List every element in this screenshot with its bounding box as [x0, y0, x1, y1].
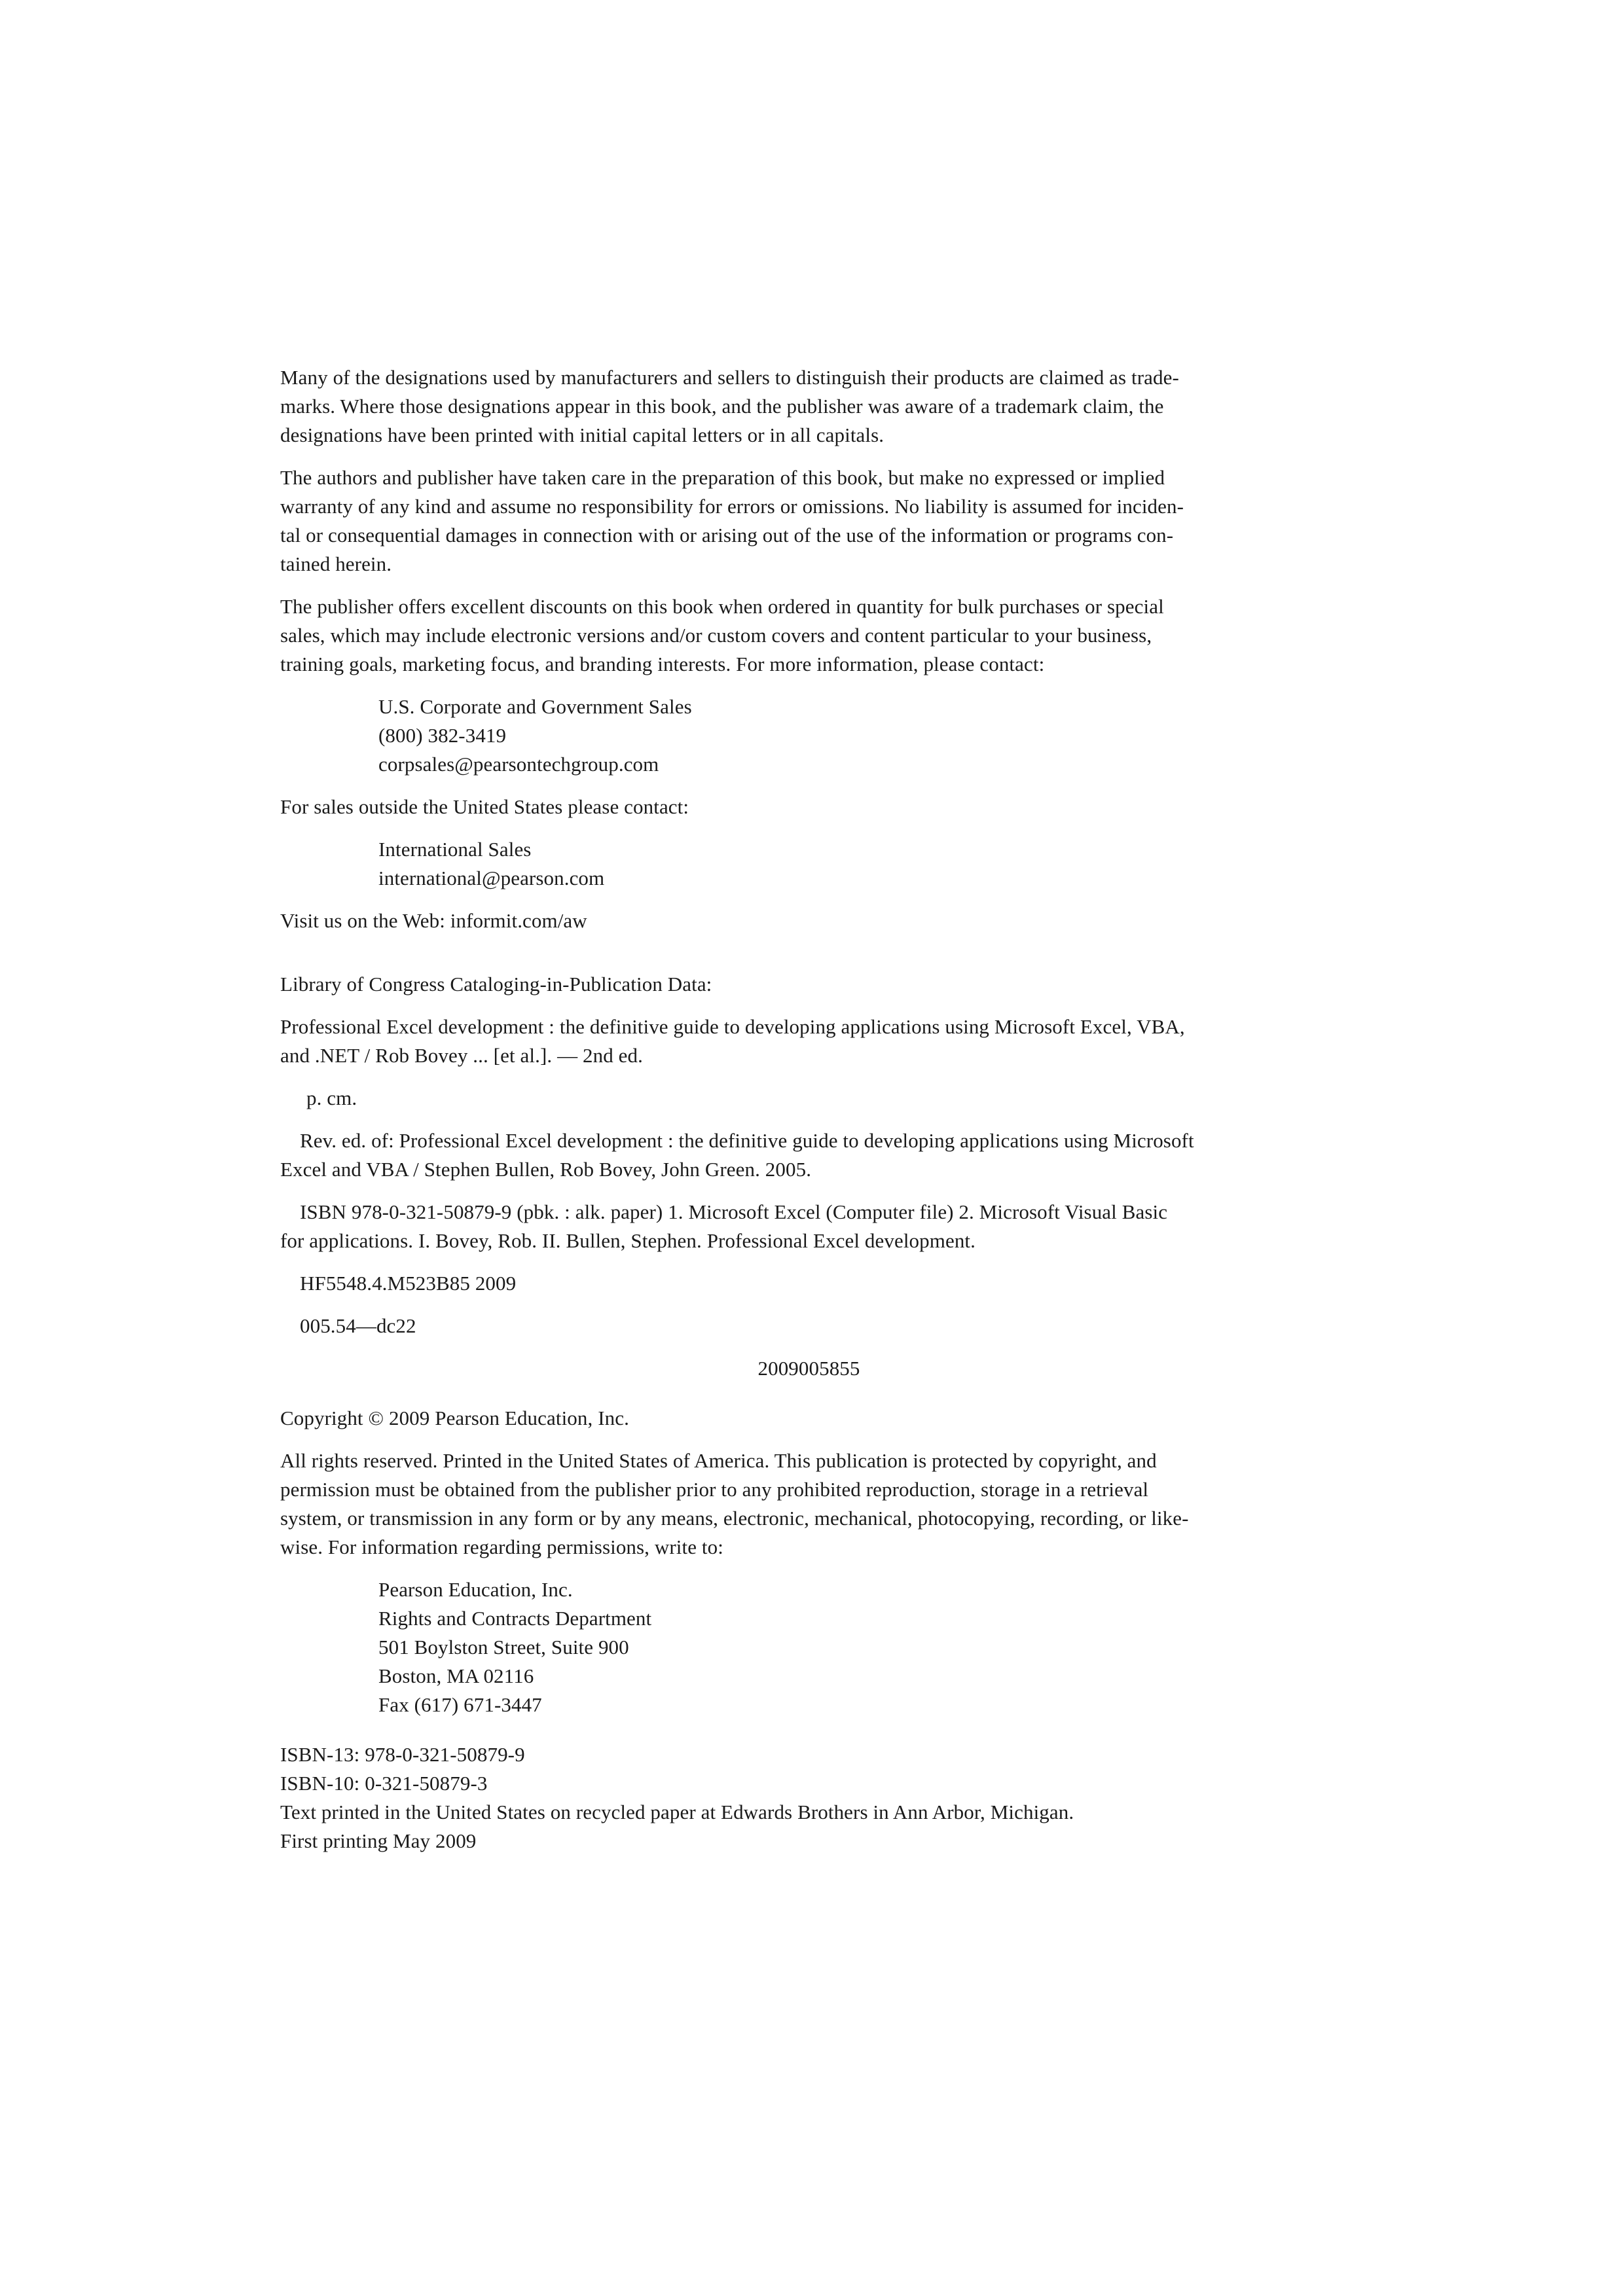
- cip-lccn: 2009005855: [757, 1357, 860, 1380]
- discount-notice-line: training goals, marketing focus, and branding interests. For more information, please contact:: [280, 653, 1045, 675]
- cip-isbn-line: ISBN 978-0-321-50879-9 (pbk. : alk. paper) 1. Microsoft Excel (Computer file) 2. Microsoft Visual Basic: [300, 1200, 1168, 1223]
- address-line: 501 Boylston Street, Suite 900: [378, 1636, 629, 1659]
- copyright-line: Copyright © 2009 Pearson Education, Inc.: [280, 1407, 629, 1429]
- intl-sales-name: International Sales: [378, 838, 532, 861]
- us-sales-phone: (800) 382-3419: [378, 724, 507, 747]
- warranty-notice-line: warranty of any kind and assume no responsibility for errors or omissions. No liability is assumed for inciden-: [280, 495, 1184, 518]
- discount-notice-line: The publisher offers excellent discounts on this book when ordered in quantity for bulk purchases or special: [280, 595, 1164, 618]
- isbn-13: ISBN-13: 978-0-321-50879-9: [280, 1743, 525, 1766]
- warranty-notice: [280, 463, 1338, 579]
- us-sales-email[interactable]: corpsales@pearsontechgroup.com: [378, 753, 659, 776]
- warranty-notice-line: tal or consequential damages in connection with or arising out of the use of the information or programs con-: [280, 524, 1174, 547]
- discount-notice-line: sales, which may include electronic versions and/or custom covers and content particular to your business,: [280, 624, 1152, 647]
- cip-rev-line: Rev. ed. of: Professional Excel development : the definitive guide to developing applications using Microsoft: [300, 1129, 1194, 1152]
- isbn-block: [280, 1740, 1338, 1856]
- trademark-notice-line: designations have been printed with initial capital letters or in all capitals.: [280, 423, 884, 446]
- web-visit-line[interactable]: Visit us on the Web: informit.com/aw: [280, 909, 587, 932]
- discount-notice: [280, 592, 1338, 679]
- cip-title-line: and .NET / Rob Bovey ... [et al.]. — 2nd ed.: [280, 1044, 643, 1067]
- cip-rev-ed: [280, 1126, 1338, 1184]
- us-sales-name: U.S. Corporate and Government Sales: [378, 695, 692, 718]
- rights-notice-line: wise. For information regarding permissions, write to:: [280, 1535, 723, 1558]
- rights-notice-line: All rights reserved. Printed in the United States of America. This publication is protected by copyright, and: [280, 1449, 1157, 1472]
- isbn-10: ISBN-10: 0-321-50879-3: [280, 1772, 488, 1795]
- section-spacer: [280, 949, 1338, 970]
- trademark-notice: [280, 363, 1338, 450]
- intl-sales-contact: [378, 835, 1338, 893]
- cip-title: [280, 1013, 1338, 1070]
- intl-sales-email[interactable]: international@pearson.com: [378, 867, 605, 889]
- trademark-notice-line: Many of the designations used by manufacturers and sellers to distinguish their products are claimed as trade-: [280, 366, 1179, 389]
- warranty-notice-line: The authors and publisher have taken care in the preparation of this book, but make no expressed or implied: [280, 466, 1165, 489]
- permissions-address: [378, 1575, 1338, 1719]
- printing-note: Text printed in the United States on recycled paper at Edwards Brothers in Ann Arbor, Michigan.: [280, 1801, 1074, 1823]
- address-line: Boston, MA 02116: [378, 1664, 534, 1687]
- rights-notice: [280, 1446, 1338, 1562]
- us-sales-contact: [378, 692, 1338, 779]
- cip-pages: p. cm.: [306, 1086, 357, 1109]
- copyright-text-block: [280, 363, 1338, 1856]
- cip-isbn-line: for applications. I. Bovey, Rob. II. Bullen, Stephen. Professional Excel development.: [280, 1229, 976, 1252]
- cip-isbn: [280, 1198, 1338, 1255]
- rights-notice-line: system, or transmission in any form or by any means, electronic, mechanical, photocopying, recording, or like-: [280, 1507, 1189, 1530]
- cip-heading: Library of Congress Cataloging-in-Publication Data:: [280, 973, 712, 996]
- address-line: Pearson Education, Inc.: [378, 1578, 573, 1601]
- rights-notice-line: permission must be obtained from the publisher prior to any prohibited reproduction, storage in a retrieval: [280, 1478, 1149, 1501]
- cip-dewey: 005.54—dc22: [300, 1314, 416, 1337]
- address-line: Rights and Contracts Department: [378, 1607, 652, 1630]
- address-line: Fax (617) 671-3447: [378, 1693, 542, 1716]
- trademark-notice-line: marks. Where those designations appear in this book, and the publisher was aware of a trademark claim, the: [280, 395, 1164, 418]
- first-printing: First printing May 2009: [280, 1829, 477, 1852]
- warranty-notice-line: tained herein.: [280, 552, 392, 575]
- outside-us-intro: For sales outside the United States please contact:: [280, 795, 689, 818]
- cip-lc-class: HF5548.4.M523B85 2009: [300, 1272, 517, 1295]
- cip-rev-line: Excel and VBA / Stephen Bullen, Rob Bovey, John Green. 2005.: [280, 1158, 812, 1181]
- cip-title-line: Professional Excel development : the definitive guide to developing applications using Microsoft Excel, VBA,: [280, 1015, 1185, 1038]
